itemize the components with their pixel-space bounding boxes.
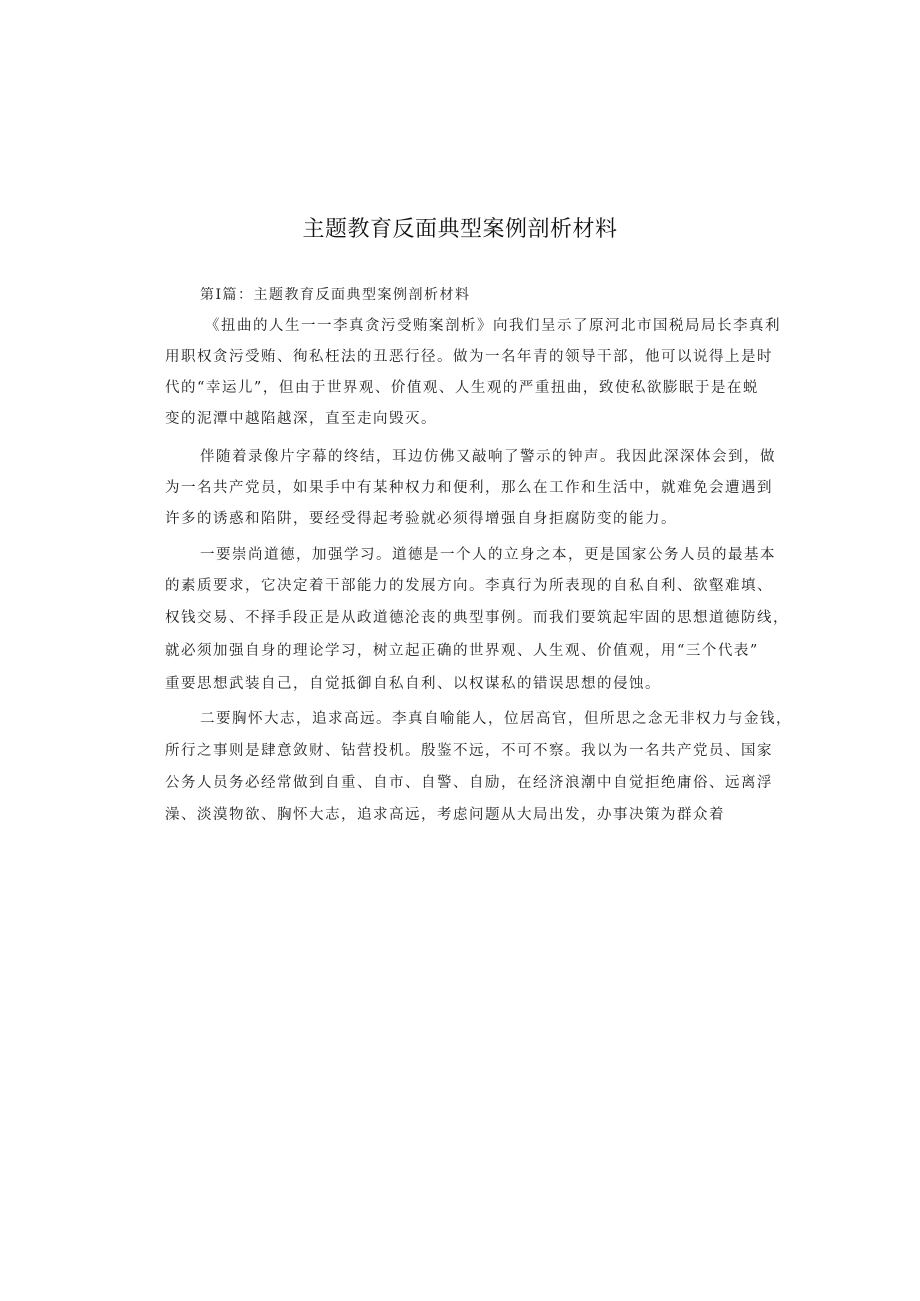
document-title: 主题教育反面典型案例剖析材料 [302, 217, 618, 242]
paragraph-4-line-1: 二要胸怀大志，追求高远。李真自喻能人，位居高官，但所思之念无非权力与金钱， [200, 711, 792, 727]
paragraph-2-line-2: 为一名共产党员，如果手中有某种权力和便利，那么在工作和生活中，就难免会遭遇到 [165, 480, 773, 496]
paragraph-1-line-4: 变的泥潭中越陷越深，直至走向毁灭。 [165, 411, 437, 427]
paragraph-3-line-2: 的素质要求，它决定着干部能力的发展方向。李真行为所表现的自私自利、欲壑难填、 [165, 578, 773, 594]
paragraph-2-line-1: 伴随着录像片字幕的终结，耳边仿佛又敲响了警示的钟声。我因此深深体会到，做 [200, 449, 776, 465]
paragraph-4-line-3: 公务人员务必经常做到自重、自市、自警、自励，在经济浪潮中自觉拒绝庸俗、远离浮 [165, 775, 773, 791]
paragraph-1-line-2: 用职权贪污受贿、徇私枉法的丑恶行径。做为一名年青的领导干部，他可以说得上是时 [165, 349, 773, 365]
chapter-heading: 第Ⅰ篇：主题教育反面典型案例剖析材料 [200, 287, 471, 303]
paragraph-1-line-3: 代的“幸运儿”，但由于世界观、价值观、人生观的严重扭曲，致使私欲膨眠于是在蜕 [165, 380, 759, 396]
paragraph-2-line-3: 许多的诱惑和陷阱，要经受得起考验就必须得增强自身拒腐防变的能力。 [165, 511, 677, 527]
paragraph-3-line-1: 一要崇尚道德，加强学习。道德是一个人的立身之本，更是国家公务人员的最基本 [200, 547, 776, 563]
paragraph-3-line-3: 权钱交易、不择手段正是从政道德沦丧的典型事例。而我们要筑起牢固的思想道德防线， [165, 610, 789, 626]
paragraph-4-line-4: 澡、淡漠物欲、胸怀大志，追求高远，考虑问题从大局出发，办事决策为群众着 [165, 807, 725, 823]
paragraph-3-line-4: 就必须加强自身的理论学习，树立起正确的世界观、人生观、价值观，用“三个代表” [165, 643, 759, 659]
paragraph-1-line-1: 《扭曲的人生一一李真贪污受贿案剖析》向我们呈示了原河北市国税局局长李真利 [205, 318, 781, 334]
paragraph-4-line-2: 所行之事则是肆意敛财、钻营投机。殷鉴不远，不可不察。我以为一名共产党员、国家 [165, 743, 773, 759]
paragraph-3-line-5: 重要思想武装自己，自觉抵御自私自利、以权谋私的错误思想的侵蚀。 [165, 676, 661, 692]
